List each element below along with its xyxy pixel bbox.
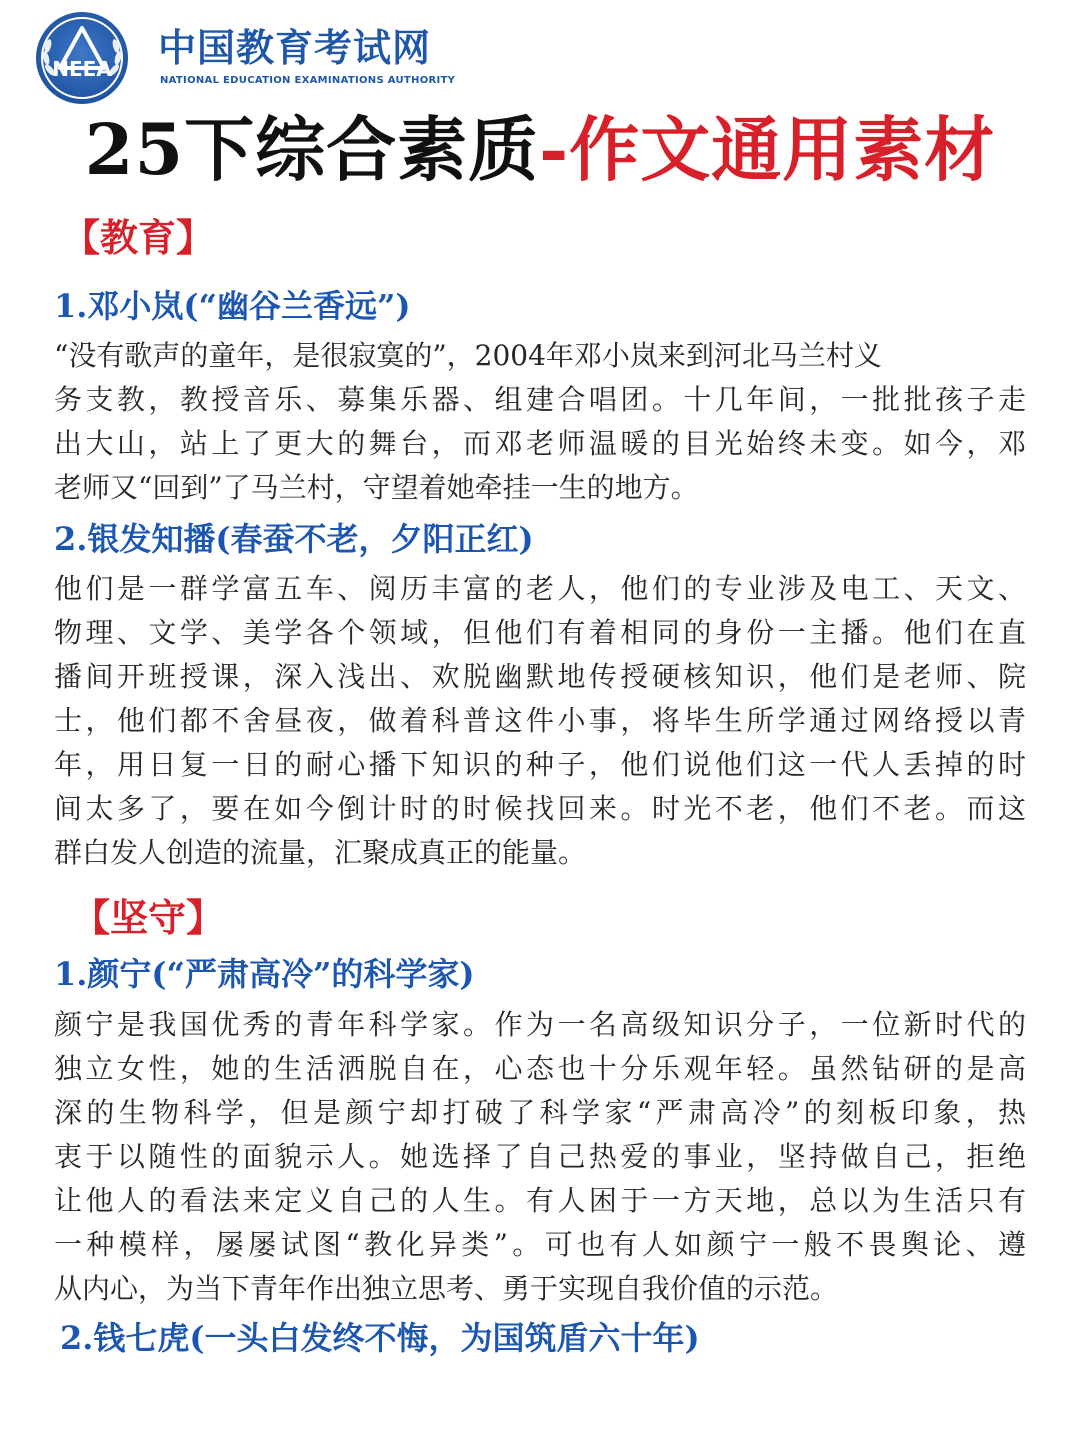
- paragraph-line: 让他人的看法来定义自己的人生。有人困于一方天地，总以为生活只有: [54, 1184, 1026, 1217]
- paragraph-line: 群白发人创造的流量，汇聚成真正的能量。: [54, 836, 587, 869]
- paragraph-line: 独立女性，她的生活洒脱自在，心态也十分乐观年轻。虽然钻研的是高: [54, 1052, 1026, 1085]
- item-title: 1.颜宁(“严肃高冷”的科学家): [54, 955, 475, 993]
- paragraph-line: 间太多了，要在如今倒计时的时候找回来。时光不老，他们不老。而这: [54, 792, 1026, 825]
- paragraph-line: 从内心，为当下青年作出独立思考、勇于实现自我价值的示范。: [54, 1272, 839, 1305]
- paragraph-line: 深的生物科学，但是颜宁却打破了科学家“严肃高冷”的刻板印象，热: [54, 1096, 1026, 1129]
- item-paragraph: [54, 334, 1026, 510]
- section-label-education: 【教育】: [62, 215, 215, 260]
- neea-seal-icon: [30, 10, 134, 106]
- paragraph-line: 老师又“回到”了马兰村，守望着她牵挂一生的地方。: [54, 471, 699, 504]
- item-title: 2.银发知播(春蚕不老，夕阳正红): [54, 520, 534, 558]
- item-paragraph: [54, 1003, 1026, 1311]
- header: [0, 0, 1080, 110]
- paragraph-line: 年，用日复一日的耐心播下知识的种子，他们说他们这一代人丢掉的时: [54, 748, 1026, 781]
- paragraph-line: 务支教，教授音乐、募集乐器、组建合唱团。十几年间，一批批孩子走: [54, 383, 1026, 416]
- brand-name-en: NATIONAL EDUCATION EXAMINATIONS AUTHORITY: [160, 75, 456, 86]
- item-paragraph: [54, 567, 1026, 875]
- paragraph-line: 物理、文学、美学各个领域，但他们有着相同的身份一主播。他们在直: [54, 616, 1026, 649]
- brand-name-cn: 中国教育考试网: [158, 26, 432, 70]
- page-title-part2: -作文通用素材: [539, 108, 996, 191]
- section-label-persistence: 【坚守】: [72, 895, 225, 940]
- logo-text: NEEA: [52, 57, 112, 81]
- item-title: 1.邓小岚(“幽谷兰香远”): [54, 287, 411, 325]
- paragraph-line: 士，他们都不舍昼夜，做着科普这件小事，将毕生所学通过网络授以青: [54, 704, 1026, 737]
- paragraph-line: 衷于以随性的面貌示人。她选择了自己热爱的事业，坚持做自己，拒绝: [54, 1140, 1026, 1173]
- page-title: [0, 104, 1080, 196]
- paragraph-line: 播间开班授课，深入浅出、欢脱幽默地传授硬核知识，他们是老师、院: [54, 660, 1026, 693]
- paragraph-line: 他们是一群学富五车、阅历丰富的老人，他们的专业涉及电工、天文、: [54, 572, 1026, 605]
- paragraph-line: 颜宁是我国优秀的青年科学家。作为一名高级知识分子，一位新时代的: [54, 1008, 1026, 1041]
- paragraph-line: 一种模样，屡屡试图“教化异类”。可也有人如颜宁一般不畏舆论、遵: [54, 1228, 1026, 1261]
- paragraph-line: “没有歌声的童年，是很寂寞的”，2004年邓小岚来到河北马兰村义: [54, 339, 882, 372]
- paragraph-line: 出大山，站上了更大的舞台，而邓老师温暖的目光始终未变。如今，邓: [54, 427, 1026, 460]
- item-title: 2.钱七虎(一头白发终不悔，为国筑盾六十年): [60, 1319, 700, 1357]
- page-title-part1: 25下综合素质: [84, 108, 540, 191]
